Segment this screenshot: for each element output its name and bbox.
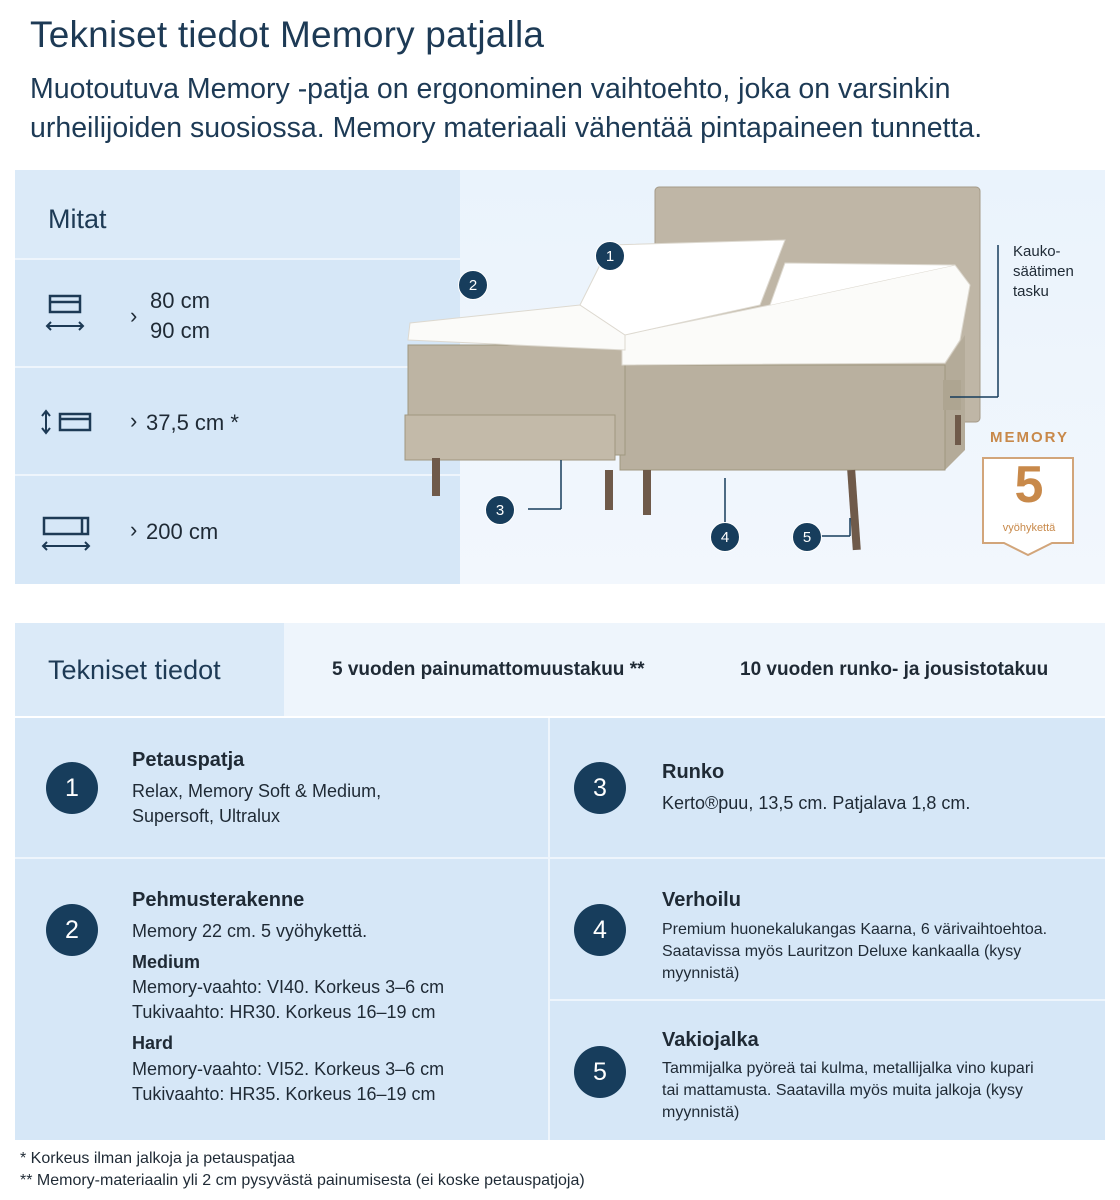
spec-3-line-1: Kerto®puu, 13,5 cm. Patjalava 1,8 cm. [662,793,971,813]
width-values [150,286,210,346]
callout-1: 1 [595,241,625,271]
spec-text-1 [132,779,381,829]
spec-2-hard [132,1057,444,1107]
remote-pocket-label [1013,242,1074,302]
spec-2-medium-label: Medium [132,952,201,972]
dimensions-header [15,170,460,258]
grid-divider-horizontal [15,857,1105,859]
spec-2-medium-2: Tukivaahto: HR30. Korkeus 16–19 cm [132,1002,436,1022]
subtitle-line-1: Muotoutuva Memory -patja on ergonominen vaihtoehto, joka on varsinkin [30,73,951,105]
spec-1-line-1: Relax, Memory Soft & Medium, [132,781,382,801]
spec-2-hard-1: Memory-vaahto: VI52. Korkeus 3–6 cm [132,1059,445,1079]
spec-title-5: Vakiojalka [662,1029,759,1051]
spec-number-1: 1 [46,762,98,814]
memory-badge-number: 5 [1014,456,1044,514]
subtitle-line-2: urheilijoiden suosiossa. Memory materiaali vähentää pintapaineen tunnetta. [30,112,983,144]
grid-divider-horizontal [550,999,1105,1001]
spec-5-line-3: myynnistä) [662,1104,740,1121]
chevron-icon: › [130,303,138,328]
spec-4-line-3: myynnistä) [662,965,740,982]
width-value-90: 90 cm [150,318,210,343]
spec-number-2: 2 [46,904,98,956]
chevron-icon: › [130,517,138,542]
tech-header [15,623,284,716]
spec-text-5 [662,1058,1034,1124]
callout-lines [470,240,1010,540]
page-subtitle [30,70,1100,148]
memory-badge-label: MEMORY [990,429,1069,446]
spec-title-4: Verhoilu [662,889,741,911]
spec-text-4 [662,919,1047,985]
spec-2-hard-label: Hard [132,1033,174,1053]
warranty-5-years: 5 vuoden painumattomuustakuu ** [332,659,645,680]
spec-2-hard-2: Tukivaahto: HR35. Korkeus 16–19 cm [132,1084,436,1104]
callout-2: 2 [458,270,488,300]
memory-badge-zones: vyöhykettä [1002,522,1056,534]
length-value: 200 cm [146,519,219,544]
spec-2-line-1: Memory 22 cm. 5 vyöhykettä. [132,921,368,941]
bed-height-icon [38,408,94,436]
dimensions-heading: Mitat [48,204,107,234]
pocket-line-1: Kauko- [1013,243,1061,260]
tech-heading: Tekniset tiedot [48,655,221,685]
spec-4-line-2: Saatavissa myös Lauritzon Deluxe kankaalla (kysy [662,943,1022,960]
callout-4: 4 [710,522,740,552]
spec-title-1: Petauspatja [132,749,245,771]
footnote-1: * Korkeus ilman jalkoja ja petauspatjaa [20,1150,295,1167]
spec-number-4: 4 [574,904,626,956]
spec-title-2: Pehmusterakenne [132,889,305,911]
spec-title-3: Runko [662,761,725,783]
chevron-icon: › [130,408,138,433]
pocket-line-3: tasku [1013,283,1049,300]
warranty-10-years: 10 vuoden runko- ja jousistotakuu [740,659,1049,680]
footnote-2: ** Memory-materiaalin yli 2 cm pysyvästä painumisesta (ei koske petauspatjoja) [20,1172,585,1189]
bed-length-icon [40,512,92,554]
spec-number-5: 5 [574,1046,626,1098]
callout-5: 5 [792,522,822,552]
grid-divider-vertical [548,718,550,1140]
spec-2-medium-1: Memory-vaahto: VI40. Korkeus 3–6 cm [132,977,445,997]
spec-2-medium [132,975,444,1025]
callout-3: 3 [485,495,515,525]
pocket-line-2: säätimen [1013,263,1074,280]
spec-4-line-1: Premium huonekalukangas Kaarna, 6 värivaihtoehtoa. [662,921,1048,938]
bed-width-icon [44,292,86,334]
spec-1-line-2: Supersoft, Ultralux [132,806,281,826]
spec-number-3: 3 [574,762,626,814]
spec-5-line-1: Tammijalka pyöreä tai kulma, metallijalka vino kupari [662,1060,1034,1077]
spec-5-line-2: tai mattamusta. Saatavilla myös muita jalkoja (kysy [662,1082,1024,1099]
page-title: Tekniset tiedot Memory patjalla [30,14,545,55]
width-value-80: 80 cm [150,288,210,313]
height-value: 37,5 cm * [146,410,239,435]
